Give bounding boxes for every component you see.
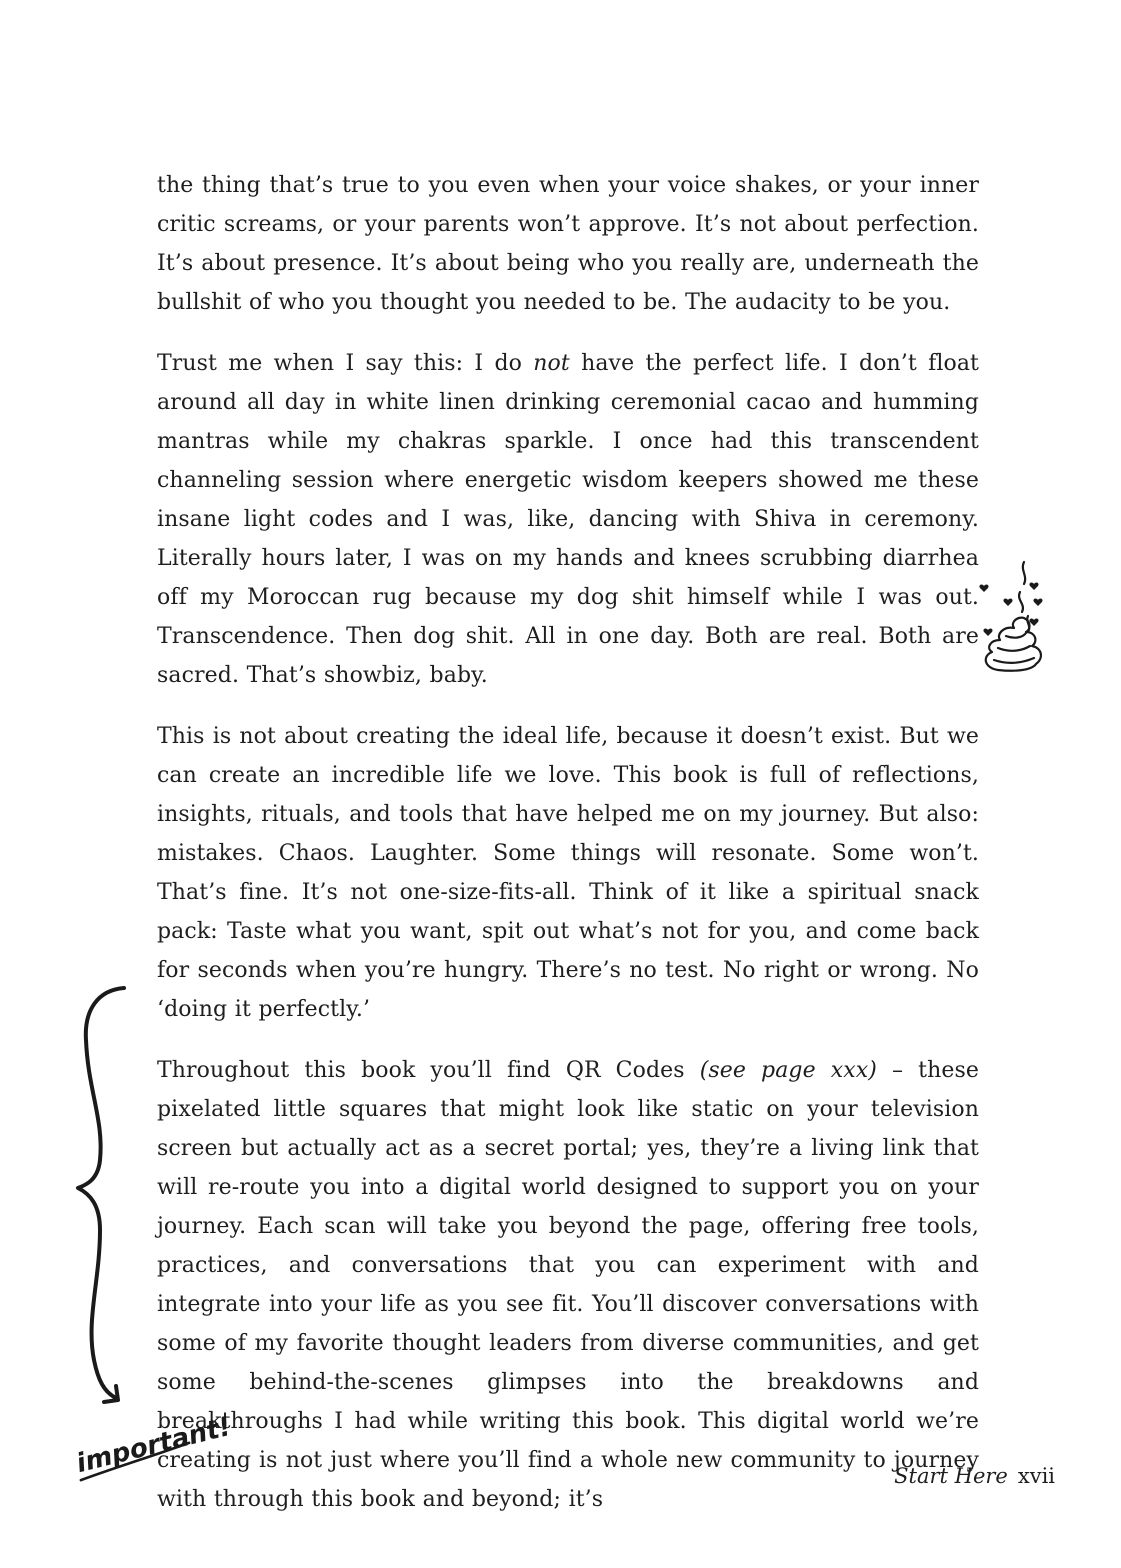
paragraph-2	[157, 344, 979, 695]
text-run: Throughout this book you’ll find QR Codes	[157, 1058, 700, 1083]
important-note-text: important!	[73, 1411, 235, 1480]
paragraph-1	[157, 166, 979, 322]
text-run: – these pixelated little squares that might look like static on your television screen but actually act as a secret portal; yes, they’re a living link that will re-route you into a digital world designed to support you on your journey. Each scan will take you beyond the page, offering free tools, practices, and conversations that you can experiment with and integrate into your life as you see fit. You’ll discover conversations with some of my favorite thought leaders from diverse communities, and get some behind-the-scenes glimpses into the breakdowns and breakthroughs I had while writing this book. This digital world we’re creating is not just where you’ll find a whole new community to journey with through this book and beyond; it’s	[157, 1058, 979, 1512]
paragraph-4	[157, 1051, 979, 1519]
text-run: the thing that’s true to you even when your voice shakes, or your inner critic screams, or your parents won’t approve. It’s not about perfection. It’s about presence. It’s about being who you really are, underneath the bullshit of who you thought you needed to be. The audacity to be you.	[157, 173, 979, 315]
text-run: This is not about creating the ideal life, because it doesn’t exist. But we can create an incredible life we love. This book is full of reflections, insights, rituals, and tools that have helped me on my journey. But also: mistakes. Chaos. Laughter. Some things will resonate. Some won’t. That’s fine. It’s not one-size-fits-all. Think of it like a spiritual snack pack: Taste what you want, spit out what’s not for you, and come back for seconds when you’re hungry. There’s no test. No right or wrong. No ‘doing it perfectly.’	[157, 724, 979, 1022]
running-section-title: Start Here	[894, 1464, 1008, 1488]
italic-run: not	[533, 351, 570, 376]
italic-run: (see page xxx)	[699, 1058, 877, 1083]
text-run: Trust me when I say this: I do	[157, 351, 534, 376]
poop-doodle-icon	[976, 556, 1056, 686]
important-handwritten-note	[70, 1410, 235, 1480]
body-text	[157, 166, 979, 1541]
curly-brace-arrow-icon	[60, 980, 140, 1420]
page-footer	[894, 1464, 1055, 1488]
paragraph-3	[157, 717, 979, 1029]
page-number: xvii	[1017, 1464, 1055, 1488]
text-run: have the perfect life. I don’t float around all day in white linen drinking ceremonial cacao and humming mantras while my chakras sparkle. I once had this transcendent channeling session where energetic wisdom keepers showed me these insane light codes and I was, like, dancing with Shiva in ceremony. Literally hours later, I was on my hands and knees scrubbing diarrhea off my Moroccan rug because my dog shit himself while I was out. Transcendence. Then dog shit. All in one day. Both are real. Both are sacred. That’s showbiz, baby.	[157, 351, 979, 688]
